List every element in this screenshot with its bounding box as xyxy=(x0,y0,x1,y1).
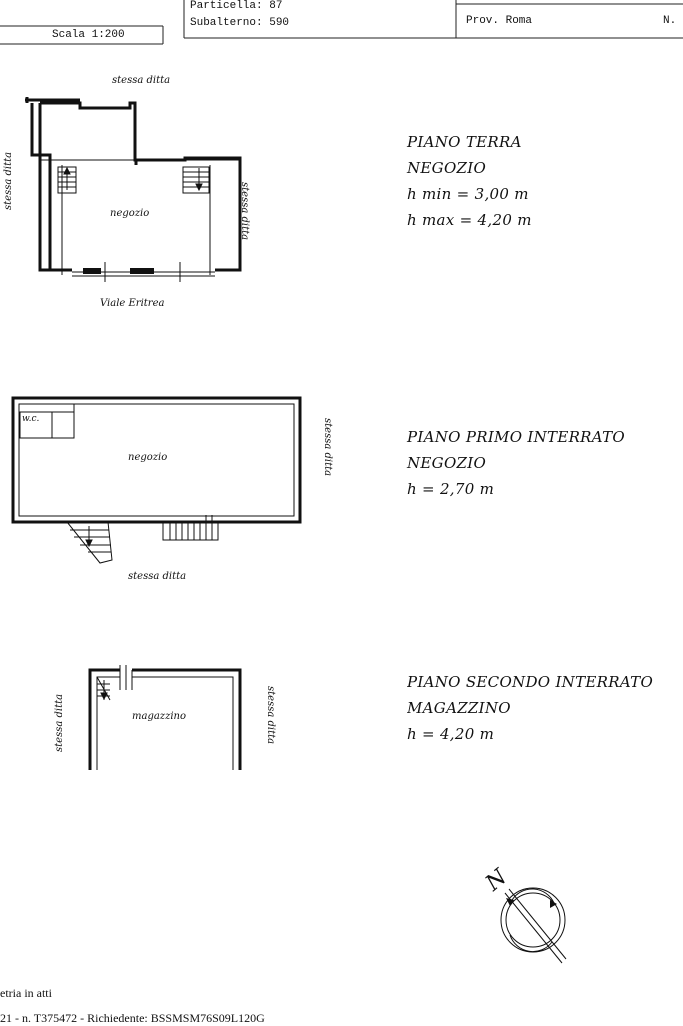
ground-left-label: stessa ditta xyxy=(3,151,14,210)
ground-note-use: NEGOZIO xyxy=(407,159,487,177)
ground-right-label: stessa ditta xyxy=(239,182,250,241)
subalterno-label: Subalterno: 590 xyxy=(190,17,290,29)
ground-top-label: stessa ditta xyxy=(112,75,171,86)
second-basement-note-use: MAGAZZINO xyxy=(407,699,511,717)
ground-note-title: PIANO TERRA xyxy=(407,133,522,151)
first-basement-note-h: h = 2,70 m xyxy=(407,480,495,498)
first-basement-right-label: stessa ditta xyxy=(322,418,333,477)
ground-street-label: Viale Eritrea xyxy=(100,298,165,309)
first-basement-note-use: NEGOZIO xyxy=(407,454,487,472)
footer-line-1: etria in atti xyxy=(0,986,52,1000)
second-basement-left-label: stessa ditta xyxy=(54,693,65,752)
ground-note-hmax: h max = 4,20 m xyxy=(407,211,532,229)
wc-label: w.c. xyxy=(22,414,40,424)
province-label: Prov. Roma xyxy=(466,15,533,27)
compass-north-label: N xyxy=(481,864,513,897)
second-basement-room-label: magazzino xyxy=(132,711,187,722)
second-basement-note-h: h = 4,20 m xyxy=(407,725,495,743)
footer-line-2: 21 - n. T375472 - Richiedente: BSSMSM76S09L120G xyxy=(0,1011,265,1025)
first-basement-bottom-label: stessa ditta xyxy=(128,571,187,582)
ground-note-hmin: h min = 3,00 m xyxy=(407,185,529,203)
number-label: N. xyxy=(663,15,677,27)
scale-label: Scala 1:200 xyxy=(52,29,125,41)
first-basement-note-title: PIANO PRIMO INTERRATO xyxy=(407,428,625,446)
second-basement-right-label: stessa ditta xyxy=(265,686,276,745)
first-basement-room-label: negozio xyxy=(128,452,168,463)
second-basement-note-title: PIANO SECONDO INTERRATO xyxy=(407,673,654,691)
ground-room-label: negozio xyxy=(110,208,150,219)
particella-label: Particella: 87 xyxy=(190,0,283,12)
